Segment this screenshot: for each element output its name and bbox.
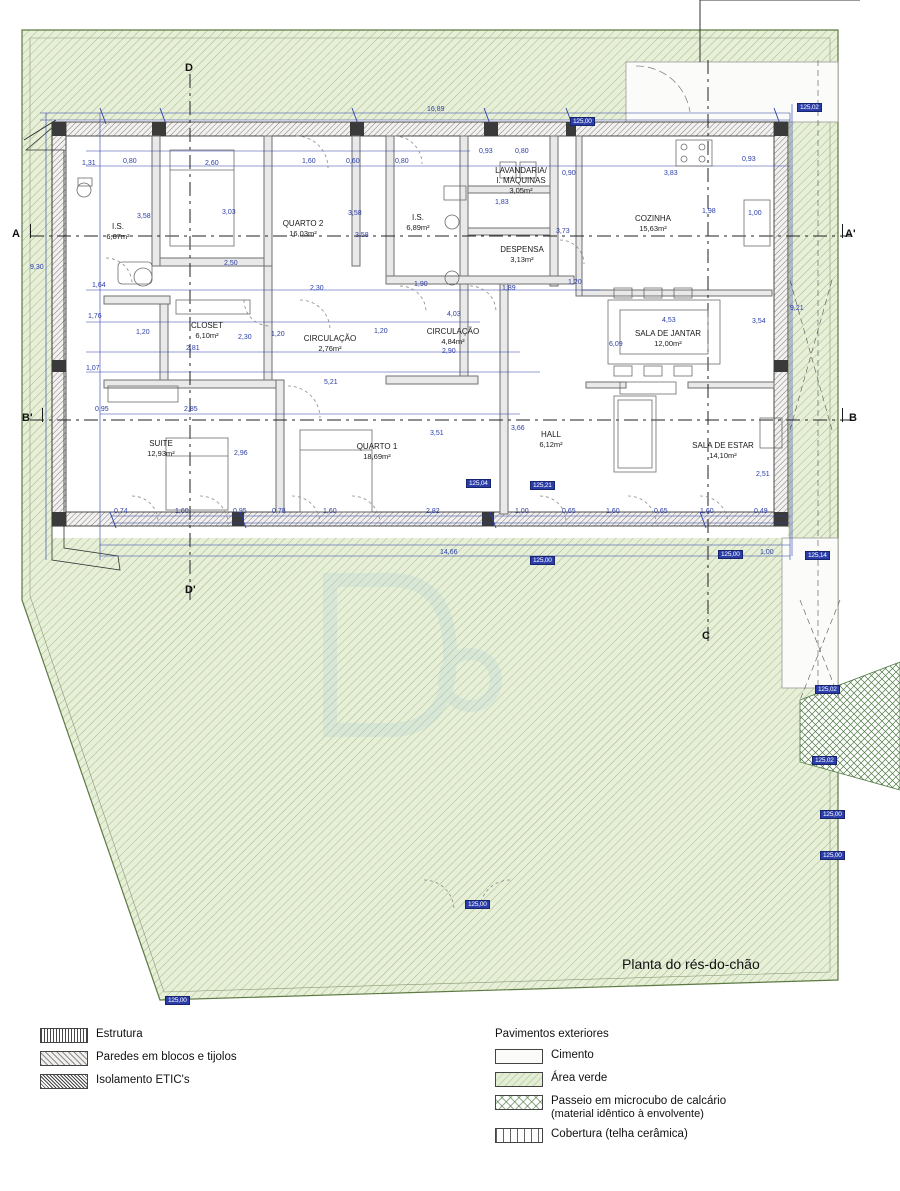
room-label [290, 334, 370, 354]
dimension-value: 1,20 [568, 279, 582, 286]
room-name: SUITE [149, 439, 173, 448]
room-name-extra: I. MÁQUINAS [496, 176, 546, 185]
dimension-value: 3,83 [664, 170, 678, 177]
elevation-tag: 125,00 [530, 556, 555, 565]
room-area: 15,63m² [639, 224, 667, 233]
room-area: 3,05m² [509, 186, 533, 195]
room-name: QUARTO 1 [356, 442, 398, 451]
room-area: 18,69m² [363, 452, 391, 461]
dimension-value: 3,58 [348, 210, 362, 217]
legend-swatch [495, 1072, 543, 1087]
dimension-value: 0,74 [114, 508, 128, 515]
dimension-value: 0,60 [346, 158, 360, 165]
elevation-tag: 125,00 [165, 996, 190, 1005]
room-label [413, 327, 493, 347]
legend-swatch [495, 1095, 543, 1110]
legend-label: Cobertura (telha cerâmica) [551, 1128, 688, 1140]
legend-label: Passeio em microcubo de calcário [551, 1095, 727, 1107]
legend-label: Área verde [551, 1072, 608, 1084]
elevation-tag: 125,21 [530, 481, 555, 490]
plan-title: Planta do rés-do-chão [622, 956, 760, 972]
legend-swatch [495, 1049, 543, 1064]
dimension-value: 4,53 [662, 317, 676, 324]
dimension-value: 16,89 [427, 106, 445, 113]
legend-left-column [40, 1028, 460, 1097]
elevation-tag: 125,14 [805, 551, 830, 560]
room-name: CIRCULAÇÃO [426, 327, 480, 336]
legend-sublabel: (material idêntico à envolvente) [551, 1108, 704, 1120]
room-name: DESPENSA [500, 245, 544, 254]
dimension-value: 1,60 [323, 508, 337, 515]
room-area: 14,10m² [709, 451, 737, 460]
dimension-value: 1,83 [495, 199, 509, 206]
dimension-value: 2,51 [756, 471, 770, 478]
dimension-value: 1,20 [136, 329, 150, 336]
elevation-tag: 125,00 [820, 851, 845, 860]
dimension-value: 3,66 [511, 425, 525, 432]
dimension-value: 1,00 [515, 508, 529, 515]
room-label [378, 213, 458, 233]
dimension-value: 2,90 [442, 348, 456, 355]
dimension-value: 1,00 [748, 210, 762, 217]
room-name: I.S. [411, 213, 424, 222]
room-label [121, 439, 201, 459]
room-label [683, 441, 763, 461]
room-area: 6,89m² [406, 223, 430, 232]
dimension-value: 0,80 [395, 158, 409, 165]
dimension-value: 9,21 [790, 305, 804, 312]
axis-tick-A [30, 224, 31, 238]
legend-right-column [495, 1028, 895, 1151]
room-name: I.S. [111, 222, 124, 231]
elevation-tag: 125,04 [466, 479, 491, 488]
room-area: 6,87m² [106, 232, 130, 241]
room-label [481, 166, 561, 196]
axis-label-B: B [849, 412, 857, 424]
dimension-value: 2,30 [310, 285, 324, 292]
axis-label-A-prime: A' [845, 228, 856, 240]
elevation-tag: 125,02 [797, 103, 822, 112]
room-label [511, 430, 591, 450]
dimension-value: 1,60 [175, 508, 189, 515]
dimension-value: 0,80 [123, 158, 137, 165]
dimension-value: 2,82 [426, 508, 440, 515]
legend-swatch [40, 1074, 88, 1089]
dimension-value: 0,93 [479, 148, 493, 155]
dimension-value: 1,60 [302, 158, 316, 165]
dimension-value: 1,76 [88, 313, 102, 320]
dimension-value: 2,85 [184, 406, 198, 413]
dimension-value: 1,20 [271, 331, 285, 338]
room-label [337, 442, 417, 462]
dimension-value: 1,60 [700, 508, 714, 515]
dimension-value: 3,73 [556, 228, 570, 235]
legend-label: Isolamento ETIC's [96, 1074, 190, 1086]
axis-tick-B [842, 408, 843, 422]
dimension-value: 2,96 [234, 450, 248, 457]
dimension-value: 1,90 [414, 281, 428, 288]
legend-label: Cimento [551, 1049, 594, 1061]
room-area: 12,00m² [654, 339, 682, 348]
legend-label: Estrutura [96, 1028, 143, 1040]
dimension-value: 2,30 [238, 334, 252, 341]
dimension-value: 3,51 [430, 430, 444, 437]
axis-tick-B-prime [42, 408, 43, 422]
dimension-value: 2,50 [224, 260, 238, 267]
dimension-value: 1,31 [82, 160, 96, 167]
legend-item [495, 1128, 895, 1143]
elevation-tag: 125,02 [812, 756, 837, 765]
dimension-value: 0,80 [515, 148, 529, 155]
dimension-value: 0,90 [562, 170, 576, 177]
dimension-value: 3,58 [137, 213, 151, 220]
legend-item [495, 1049, 895, 1064]
room-label [482, 245, 562, 265]
dimension-value: 1,20 [374, 328, 388, 335]
room-area: 3,13m² [510, 255, 534, 264]
legend-swatch [40, 1028, 88, 1043]
dimension-value: 1,60 [606, 508, 620, 515]
dimension-value: 0,95 [233, 508, 247, 515]
dimension-value: 9,30 [30, 264, 44, 271]
room-area: 4,84m² [441, 337, 465, 346]
room-name: SALA DE ESTAR [692, 441, 754, 450]
dimension-value: 2,60 [205, 160, 219, 167]
elevation-tag: 125,00 [718, 550, 743, 559]
room-name: CIRCULAÇÃO [303, 334, 357, 343]
dimension-value: 1,00 [760, 549, 774, 556]
axis-label-D-prime: D' [185, 584, 196, 596]
legend-swatch [40, 1051, 88, 1066]
dimension-value: 14,66 [440, 549, 458, 556]
legend-item [40, 1028, 460, 1043]
dimension-value: 4,03 [447, 311, 461, 318]
room-area: 2,76m² [318, 344, 342, 353]
room-area: 6,10m² [195, 331, 219, 340]
room-name: QUARTO 2 [282, 219, 324, 228]
dimension-value: 2,81 [186, 345, 200, 352]
axis-label-D: D [185, 62, 193, 74]
room-label [263, 219, 343, 239]
room-area: 12,93m² [147, 449, 175, 458]
axis-label-C: C [702, 630, 710, 642]
legend-swatch [495, 1128, 543, 1143]
room-label [78, 222, 158, 242]
elevation-tag: 125,02 [815, 685, 840, 694]
dimension-value: 6,09 [609, 341, 623, 348]
room-name: COZINHA [635, 214, 671, 223]
dimension-value: 0,93 [742, 156, 756, 163]
legend-item [40, 1074, 460, 1089]
dimension-value: 0,95 [95, 406, 109, 413]
room-name: HALL [540, 430, 561, 439]
dimension-value: 1,64 [92, 282, 106, 289]
room-label [167, 321, 247, 341]
room-area: 6,12m² [539, 440, 563, 449]
axis-label-B-prime: B' [22, 412, 33, 424]
room-name: CLOSET [190, 321, 223, 330]
elevation-tag: 125,00 [465, 900, 490, 909]
elevation-tag: 125,00 [570, 117, 595, 126]
legend-item [495, 1095, 895, 1120]
watermark-logo [300, 560, 540, 750]
dimension-value: 0,49 [754, 508, 768, 515]
legend-right-heading: Pavimentos exteriores [495, 1028, 609, 1040]
room-label [628, 329, 708, 349]
room-label [613, 214, 693, 234]
dimension-value: 3,03 [222, 209, 236, 216]
dimension-value: 1,07 [86, 365, 100, 372]
dimension-value: 0,78 [272, 508, 286, 515]
room-name: LAVANDARIA/ [495, 166, 547, 175]
room-name: SALA DE JANTAR [634, 329, 702, 338]
axis-label-A: A [12, 228, 20, 240]
legend-label: Paredes em blocos e tijolos [96, 1051, 237, 1063]
dimension-value: 3,54 [752, 318, 766, 325]
axis-tick-A-prime [842, 224, 843, 238]
dimension-value: 1,89 [502, 285, 516, 292]
elevation-tag: 125,00 [820, 810, 845, 819]
dimension-value: 3,58 [355, 232, 369, 239]
dimension-value: 0,65 [562, 508, 576, 515]
dimension-value: 0,65 [654, 508, 668, 515]
legend-item [40, 1051, 460, 1066]
dimension-value: 5,21 [324, 379, 338, 386]
legend-item [495, 1072, 895, 1087]
dimension-value: 1,98 [702, 208, 716, 215]
room-area: 16,03m² [289, 229, 317, 238]
